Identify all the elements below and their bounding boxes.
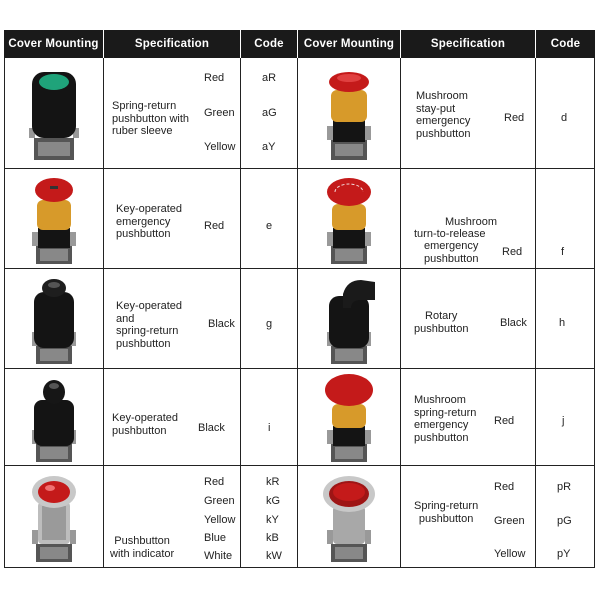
- code-value: kG: [266, 495, 281, 507]
- grid-line: [297, 58, 298, 568]
- color-label: Black: [198, 422, 225, 434]
- spec-description-cont: turn-to-release: [414, 228, 486, 240]
- key-operated-emergency-pushbutton-icon: [26, 174, 82, 266]
- code-value: h: [559, 317, 566, 329]
- mushroom-spring-return-emergency-pushbutton-icon: [321, 374, 377, 464]
- color-label: Red: [204, 476, 225, 488]
- color-label: Red: [494, 481, 515, 493]
- spec-description: Key-operated emergency pushbutton: [116, 203, 183, 240]
- code-value: e: [266, 220, 273, 232]
- color-label: Black: [208, 318, 235, 330]
- color-label: Green: [204, 495, 235, 507]
- key-operated-spring-return-pushbutton-icon: [26, 274, 82, 366]
- code-value: aR: [262, 72, 277, 84]
- code-value: j: [562, 415, 565, 427]
- grid-line: [594, 58, 595, 568]
- spec-description: Pushbutton with indicator: [110, 535, 175, 560]
- grid-line: [103, 58, 104, 568]
- color-label: Red: [504, 112, 525, 124]
- header-specification-left: Specification: [104, 30, 240, 58]
- grid-line: [4, 168, 595, 169]
- code-value: g: [266, 318, 273, 330]
- code-value: f: [561, 246, 565, 258]
- spring-return-pushbutton-icon: [321, 472, 381, 564]
- color-label: Green: [494, 515, 525, 527]
- color-label: Yellow: [204, 141, 236, 153]
- spec-description: Spring-return pushbutton: [414, 500, 479, 525]
- spec-description: Key-operated and spring-return pushbutton: [116, 300, 183, 350]
- key-operated-pushbutton-icon: [26, 374, 82, 464]
- code-value: kB: [266, 532, 279, 544]
- color-label: Black: [500, 317, 527, 329]
- spec-description-cont: emergency pushbutton: [424, 240, 479, 265]
- code-value: aY: [262, 141, 276, 153]
- header-cover-mounting-right: Cover Mounting: [298, 30, 400, 58]
- code-value: aG: [262, 107, 277, 119]
- grid-line: [400, 58, 401, 568]
- grid-line: [4, 368, 595, 369]
- color-label: Red: [494, 415, 515, 427]
- spring-return-rubber-sleeve-pushbutton-icon: [26, 68, 82, 164]
- grid-line: [535, 58, 536, 568]
- product-table: [4, 30, 595, 568]
- grid-line: [4, 567, 595, 568]
- rotary-pushbutton-icon: [321, 274, 381, 366]
- spec-description: Mushroom: [445, 216, 497, 228]
- grid-line: [4, 268, 595, 269]
- code-value: d: [561, 112, 568, 124]
- spec-description: Mushroom stay-put emergency pushbutton: [416, 90, 471, 140]
- color-label: Red: [204, 220, 225, 232]
- spec-description: Rotary pushbutton: [414, 310, 469, 335]
- grid-line: [240, 58, 241, 568]
- color-label: Blue: [204, 532, 227, 544]
- code-value: pY: [557, 548, 571, 560]
- pushbutton-with-indicator-icon: [26, 472, 82, 564]
- header-code-right: Code: [536, 30, 595, 58]
- header-cover-mounting-left: Cover Mounting: [4, 30, 103, 58]
- grid-line: [4, 465, 595, 466]
- color-label: Yellow: [494, 548, 526, 560]
- code-value: pG: [557, 515, 572, 527]
- mushroom-turn-to-release-pushbutton-icon: [321, 174, 377, 266]
- color-label: Yellow: [204, 514, 236, 526]
- color-label: Green: [204, 107, 235, 119]
- code-value: kW: [266, 550, 282, 562]
- header-specification-right: Specification: [401, 30, 535, 58]
- code-value: i: [268, 422, 271, 434]
- header-code-left: Code: [241, 30, 297, 58]
- code-value: kR: [266, 476, 280, 488]
- mushroom-stay-put-emergency-pushbutton-icon: [321, 68, 377, 164]
- grid-line: [4, 58, 5, 568]
- color-label: White: [204, 550, 233, 562]
- spec-description: Key-operated pushbutton: [112, 412, 179, 437]
- color-label: Red: [204, 72, 225, 84]
- spec-description: Mushroom spring-return emergency pushbutton: [414, 394, 477, 444]
- code-value: kY: [266, 514, 279, 526]
- color-label: Red: [502, 246, 523, 258]
- spec-description: Spring-return pushbutton with ruber sleeve: [112, 100, 190, 137]
- code-value: pR: [557, 481, 572, 493]
